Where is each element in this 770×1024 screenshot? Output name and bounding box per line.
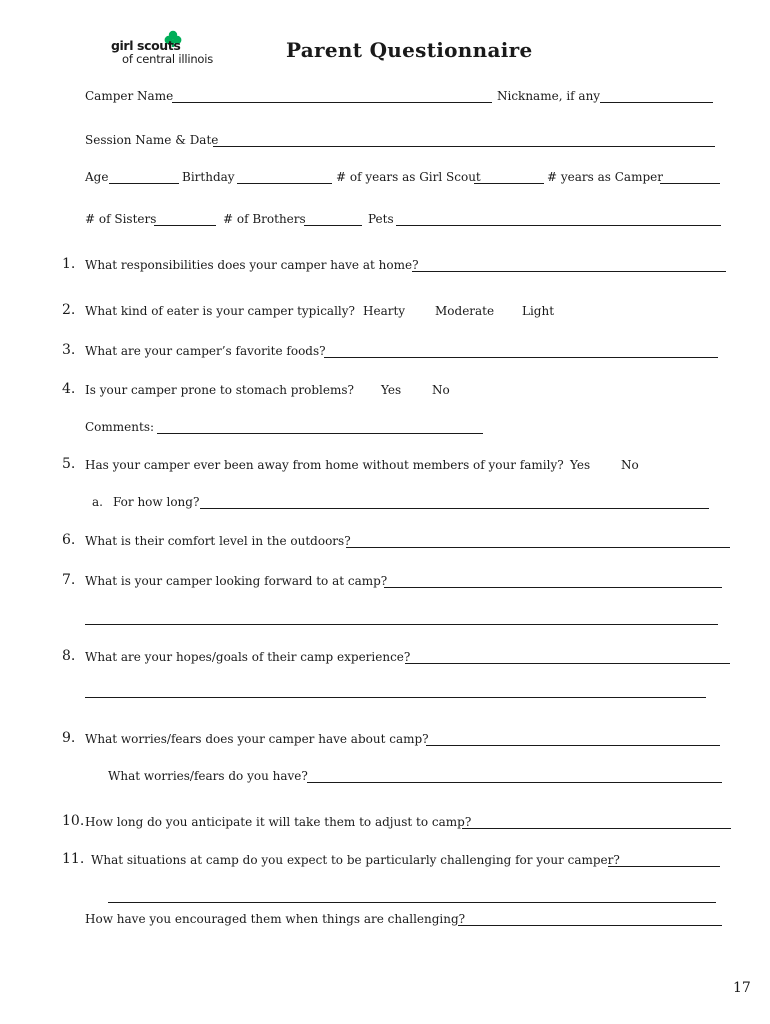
session-field[interactable] xyxy=(213,146,715,147)
answer-field[interactable] xyxy=(200,508,709,509)
answer-field[interactable] xyxy=(412,271,726,272)
pets-label: Pets xyxy=(368,212,394,226)
answer-field[interactable] xyxy=(462,828,731,829)
question-text: What worries/fears does your camper have about camp? xyxy=(85,732,429,746)
age-label: Age xyxy=(85,170,109,184)
option-hearty[interactable]: Hearty xyxy=(363,304,406,318)
sub-question-label: a. xyxy=(92,495,103,509)
question-number: 1. xyxy=(62,256,76,272)
question-text: What kind of eater is your camper typically? xyxy=(85,304,355,318)
question-text: What are your camper’s favorite foods? xyxy=(85,344,326,358)
answer-field[interactable] xyxy=(307,782,722,783)
question-number: 9. xyxy=(62,730,76,746)
camper-name-field[interactable] xyxy=(172,102,492,103)
question-text: Has your camper ever been away from home without members of your family? xyxy=(85,458,564,472)
question-text: What is their comfort level in the outdoors? xyxy=(85,534,351,548)
question-number: 7. xyxy=(62,572,76,588)
comments-field[interactable] xyxy=(157,433,483,434)
nickname-label: Nickname, if any xyxy=(497,89,601,103)
nickname-field[interactable] xyxy=(600,102,713,103)
age-field[interactable] xyxy=(109,183,179,184)
comments-label: Comments: xyxy=(85,420,155,434)
answer-field[interactable] xyxy=(405,663,730,664)
followup-text: How have you encouraged them when things are challenging? xyxy=(85,912,466,926)
years-girl-scout-label: # of years as Girl Scout xyxy=(336,170,481,184)
years-camper-label: # years as Camper xyxy=(547,170,663,184)
question-text: What responsibilities does your camper have at home? xyxy=(85,258,419,272)
question-number: 3. xyxy=(62,342,76,358)
question-text: How long do you anticipate it will take them to adjust to camp? xyxy=(85,815,472,829)
option-moderate[interactable]: Moderate xyxy=(435,304,495,318)
question-number: 8. xyxy=(62,648,76,664)
camper-name-label: Camper Name xyxy=(85,89,174,103)
sub-question-text: For how long? xyxy=(113,495,200,509)
sisters-field[interactable] xyxy=(154,225,216,226)
answer-field[interactable] xyxy=(85,624,718,625)
page-number: 17 xyxy=(733,980,751,996)
question-number: 6. xyxy=(62,532,76,548)
option-yes[interactable]: Yes xyxy=(570,458,591,472)
answer-field[interactable] xyxy=(426,745,720,746)
answer-field[interactable] xyxy=(324,357,718,358)
brothers-label: # of Brothers xyxy=(223,212,306,226)
answer-field[interactable] xyxy=(458,925,722,926)
question-number: 10. xyxy=(62,813,85,829)
question-number: 11. xyxy=(62,851,85,867)
logo-line-2: of central illinois xyxy=(122,52,214,66)
birthday-field[interactable] xyxy=(237,183,332,184)
logo-line-1: girl scouts xyxy=(111,38,181,53)
answer-field[interactable] xyxy=(346,547,730,548)
years-girl-scout-field[interactable] xyxy=(474,183,544,184)
brothers-field[interactable] xyxy=(304,225,362,226)
answer-field[interactable] xyxy=(108,902,716,903)
page-title: Parent Questionnaire xyxy=(286,38,533,62)
session-label: Session Name & Date xyxy=(85,133,219,147)
question-number: 5. xyxy=(62,456,76,472)
question-number: 4. xyxy=(62,381,76,397)
option-no[interactable]: No xyxy=(432,383,450,397)
option-yes[interactable]: Yes xyxy=(381,383,402,397)
sisters-label: # of Sisters xyxy=(85,212,157,226)
answer-field[interactable] xyxy=(608,866,720,867)
question-number: 2. xyxy=(62,302,76,318)
years-camper-field[interactable] xyxy=(660,183,720,184)
question-text: What situations at camp do you expect to be particularly challenging for your camper? xyxy=(91,853,620,867)
question-text: What are your hopes/goals of their camp experience? xyxy=(85,650,411,664)
option-light[interactable]: Light xyxy=(522,304,555,318)
question-text: Is your camper prone to stomach problems? xyxy=(85,383,354,397)
birthday-label: Birthday xyxy=(182,170,235,184)
option-no[interactable]: No xyxy=(621,458,639,472)
answer-field[interactable] xyxy=(85,697,706,698)
pets-field[interactable] xyxy=(396,225,721,226)
question-text: What is your camper looking forward to at camp? xyxy=(85,574,388,588)
followup-text: What worries/fears do you have? xyxy=(108,769,308,783)
answer-field[interactable] xyxy=(384,587,722,588)
